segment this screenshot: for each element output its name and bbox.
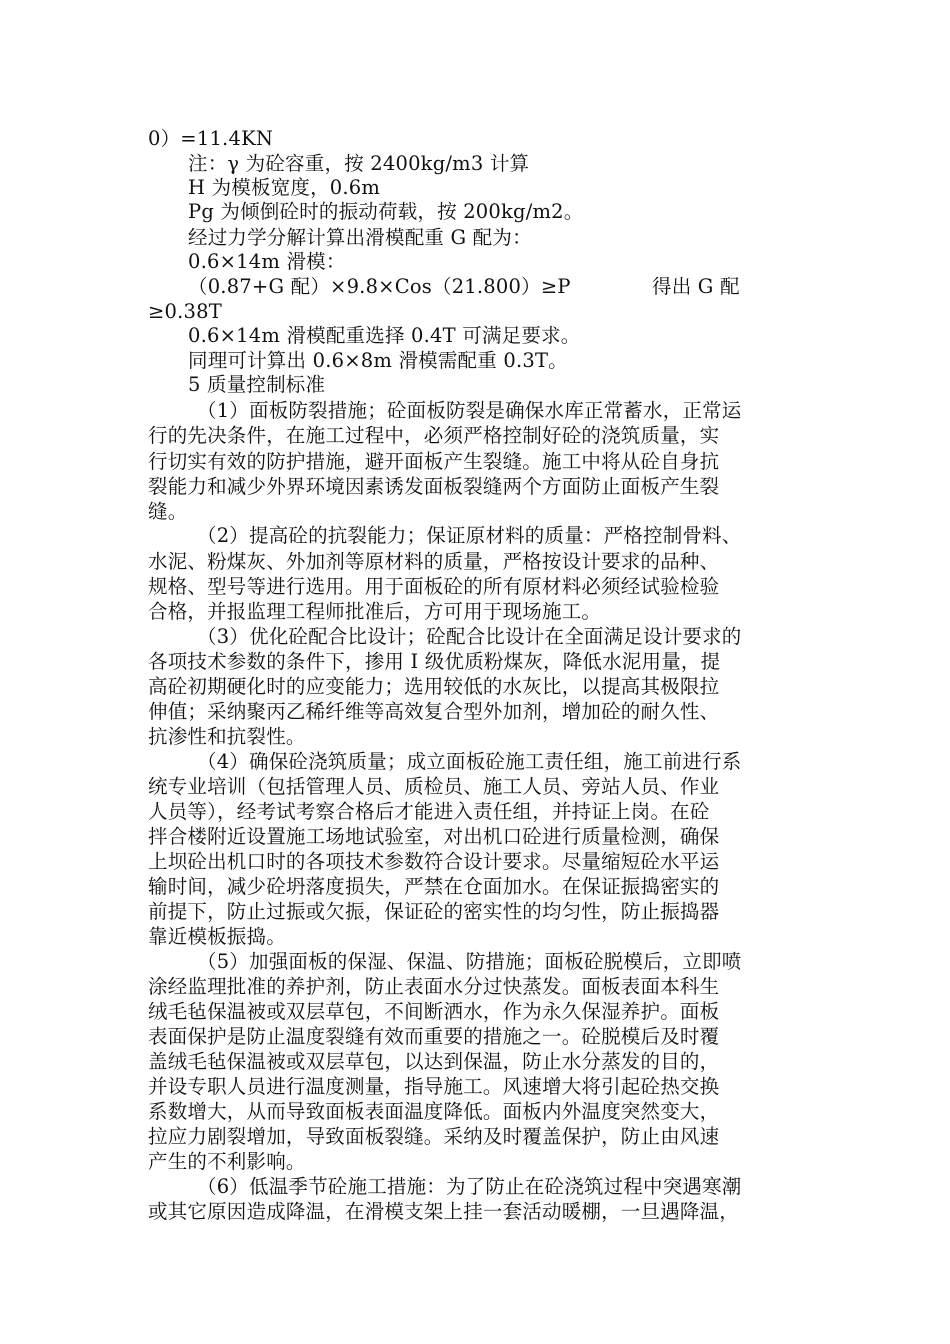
text-line: ≥0.38T xyxy=(148,300,222,323)
text-line: H 为模板宽度，0.6m xyxy=(188,176,381,199)
paragraph-line: 表面保护是防止温度裂缝有效而重要的措施之一。砼脱模后及时覆 xyxy=(148,1025,720,1048)
paragraph-line: 系数增大，从而导致面板表面温度降低。面板内外温度突然变大， xyxy=(148,1100,720,1123)
text-line: 同理可计算出 0.6×8m 滑模需配重 0.3T。 xyxy=(188,349,568,372)
paragraph-line: 高砼初期硬化时的应变能力；选用较低的水灰比，以提高其极限拉 xyxy=(148,675,720,698)
formula-result: 得出 G 配 xyxy=(652,275,740,298)
paragraph-line: 水泥、粉煤灰、外加剂等原材料的质量，严格按设计要求的品种、 xyxy=(148,550,720,573)
paragraph-line: 靠近模板振捣。 xyxy=(148,925,286,948)
paragraph-line: 伸值；采纳聚丙乙稀纤维等高效复合型外加剂，增加砼的耐久性、 xyxy=(148,700,720,723)
paragraph-line: 绒毛毡保温被或双层草包，不间断洒水，作为永久保湿养护。面板 xyxy=(148,1000,720,1023)
paragraph-line: 缝。 xyxy=(148,500,188,523)
paragraph-line: 行切实有效的防护措施，避开面板产生裂缝。施工中将从砼自身抗 xyxy=(148,450,720,473)
paragraph-line: 前提下，防止过振或欠振，保证砼的密实性的均匀性，防止振捣器 xyxy=(148,900,720,923)
paragraph-line: 人员等），经考试考察合格后才能进入责任组，并持证上岗。在砼 xyxy=(148,800,710,823)
section-heading: 5 质量控制标准 xyxy=(188,373,326,396)
paragraph-line: （6）低温季节砼施工措施：为了防止在砼浇筑过程中突遇寒潮 xyxy=(197,1175,742,1198)
paragraph-line: 拌合楼附近设置施工场地试验室，对出机口砼进行质量检测，确保 xyxy=(148,825,720,848)
paragraph-line: 涂经监理批准的养护剂，防止表面水分过快蒸发。面板表面本科生 xyxy=(148,975,720,998)
paragraph-line: 抗渗性和抗裂性。 xyxy=(148,725,306,748)
paragraph-line: （3）优化砼配合比设计；砼配合比设计在全面满足设计要求的 xyxy=(197,625,742,648)
paragraph-line: 盖绒毛毡保温被或双层草包，以达到保温，防止水分蒸发的目的， xyxy=(148,1050,720,1073)
paragraph-line: 上坝砼出机口时的各项技术参数符合设计要求。尽量缩短砼水平运 xyxy=(148,850,720,873)
text-line: 经过力学分解计算出滑模配重 G 配为： xyxy=(188,226,532,249)
paragraph-line: 输时间，减少砼坍落度损失，严禁在仓面加水。在保证振捣密实的 xyxy=(148,875,720,898)
text-line: 0.6×14m 滑模： xyxy=(188,250,346,273)
paragraph-line: （4）确保砼浇筑质量；成立面板砼施工责任组，施工前进行系 xyxy=(197,750,742,773)
text-line: 0）=11.4KN xyxy=(148,127,274,150)
paragraph-line: 统专业培训（包括管理人员、质检员、施工人员、旁站人员、作业 xyxy=(148,775,720,798)
paragraph-line: 规格、型号等进行选用。用于面板砼的所有原材料必须经试验检验 xyxy=(148,575,720,598)
paragraph-line: （2）提高砼的抗裂能力；保证原材料的质量：严格控制骨料、 xyxy=(197,524,742,547)
paragraph-line: （5）加强面板的保湿、保温、防措施；面板砼脱模后，立即喷 xyxy=(197,950,742,973)
paragraph-line: 或其它原因造成降温，在滑模支架上挂一套活动暖棚，一旦遇降温， xyxy=(148,1200,740,1223)
paragraph-line: 行的先决条件，在施工过程中，必须严格控制好砼的浇筑质量，实 xyxy=(148,424,720,447)
paragraph-line: 各项技术参数的条件下，掺用 I 级优质粉煤灰，降低水泥用量，提 xyxy=(148,650,721,673)
paragraph-line: 拉应力剧裂增加，导致面板裂缝。采纳及时覆盖保护，防止由风速 xyxy=(148,1125,720,1148)
formula-line: （0.87+G 配）×9.8×Cos（21.800）≥P xyxy=(188,275,571,298)
paragraph-line: 裂能力和减少外界环境因素诱发面板裂缝两个方面防止面板产生裂 xyxy=(148,475,720,498)
text-line: 0.6×14m 滑模配重选择 0.4T 可满足要求。 xyxy=(188,324,581,347)
paragraph-line: 并设专职人员进行温度测量，指导施工。风速增大将引起砼热交换 xyxy=(148,1075,720,1098)
text-line: Pg 为倾倒砼时的振动荷载，按 200kg/m2。 xyxy=(188,200,584,223)
paragraph-line: 合格，并报监理工程师批准后，方可用于现场施工。 xyxy=(148,600,602,623)
paragraph-line: （1）面板防裂措施；砼面板防裂是确保水库正常蓄水，正常运 xyxy=(197,399,742,422)
paragraph-line: 产生的不利影响。 xyxy=(148,1150,306,1173)
text-line: 注：γ 为砼容重，按 2400kg/m3 计算 xyxy=(188,152,530,175)
